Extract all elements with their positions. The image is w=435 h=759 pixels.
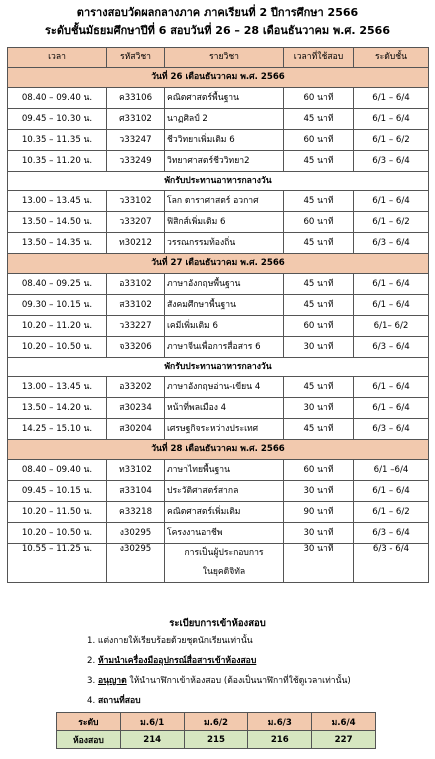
table-row — [8, 191, 429, 212]
cell-level: 6/1 – 6/4 — [354, 481, 429, 502]
cell-time: 10.35 – 11.20 น. — [8, 151, 107, 172]
cell-time: 10.20 – 10.50 น. — [8, 337, 107, 358]
cell-duration: 45 นาที — [284, 295, 354, 316]
table-row — [8, 481, 429, 502]
cell-code: ง30295 — [107, 544, 165, 583]
cell-code: ว33207 — [107, 212, 165, 233]
room-number: 227 — [312, 731, 376, 749]
cell-level: 6/1 – 6/4 — [354, 191, 429, 212]
cell-subject-line2: ในยุคดิจิทัล — [202, 567, 246, 577]
cell-time: 08.40 – 09.25 น. — [8, 274, 107, 295]
cell-code: ส33102 — [107, 295, 165, 316]
table-row — [8, 337, 429, 358]
cell-subject: วิทยาศาสตร์ชีววิทยา2 — [165, 151, 284, 172]
cell-time: 09.45 – 10.15 น. — [8, 481, 107, 502]
table-row — [8, 109, 429, 130]
cell-level: 6/1 – 6/4 — [354, 274, 429, 295]
cell-code: อ33202 — [107, 377, 165, 398]
cell-level: 6/3 – 6/4 — [354, 523, 429, 544]
header-code: รหัสวิชา — [107, 48, 165, 68]
cell-subject: เคมีเพิ่มเติม 6 — [165, 316, 284, 337]
cell-time: 14.25 – 15.10 น. — [8, 419, 107, 440]
day-row — [8, 440, 429, 460]
room-number: 216 — [248, 731, 312, 749]
cell-subject: คณิตศาสตร์พื้นฐาน — [165, 88, 284, 109]
room-class: ม.6/1 — [120, 713, 184, 731]
table-row — [8, 130, 429, 151]
cell-level: 6/1 – 6/4 — [354, 377, 429, 398]
cell-subject: โลก ดาราศาสตร์ อวกาศ — [165, 191, 284, 212]
room-level-label: ระดับ — [57, 713, 121, 731]
header-duration: เวลาที่ใช้สอบ — [284, 48, 354, 68]
cell-code: ว33227 — [107, 316, 165, 337]
cell-code: ว33247 — [107, 130, 165, 151]
table-row — [8, 398, 429, 419]
cell-subject: สังคมศึกษาพื้นฐาน — [165, 295, 284, 316]
cell-time: 10.20 – 11.20 น. — [8, 316, 107, 337]
table-row — [8, 316, 429, 337]
cell-code: ส30204 — [107, 419, 165, 440]
rule-item-3 — [87, 673, 351, 687]
cell-subject-line1: การเป็นผู้ประกอบการ — [184, 548, 264, 558]
cell-time: 13.00 – 13.45 น. — [8, 377, 107, 398]
table-row — [8, 377, 429, 398]
cell-duration: 60 นาที — [284, 88, 354, 109]
cell-code: ง30295 — [107, 523, 165, 544]
cell-code: จ33206 — [107, 337, 165, 358]
cell-duration: 30 นาที — [284, 523, 354, 544]
table-row — [8, 544, 429, 583]
exam-room-table — [56, 712, 376, 749]
cell-subject: วรรณกรรมท้องถิ่น — [165, 233, 284, 254]
cell-code: ค33106 — [107, 88, 165, 109]
schedule-subtitle: ระดับชั้นมัธยมศึกษาปีที่ 6 สอบวันที่ 26 – 28 เดือนธันวาคม พ.ศ. 2566 — [45, 24, 390, 37]
day-label: วันที่ 28 เดือนธันวาคม พ.ศ. 2566 — [8, 440, 429, 460]
rule-item-3-emphasis: อนุญาต — [97, 676, 127, 686]
cell-time: 08.40 – 09.40 น. — [8, 88, 107, 109]
table-row — [8, 523, 429, 544]
room-class: ม.6/4 — [312, 713, 376, 731]
table-row — [8, 233, 429, 254]
cell-duration: 45 นาที — [284, 151, 354, 172]
cell-subject: นาฏศิลป์ 2 — [165, 109, 284, 130]
cell-level: 6/3 – 6/4 — [354, 151, 429, 172]
room-table-header-row — [57, 713, 376, 731]
cell-level: 6/1 –6/4 — [354, 460, 429, 481]
rule-item-2 — [87, 653, 256, 667]
cell-code: ศ33102 — [107, 109, 165, 130]
cell-subject: คณิตศาสตร์เพิ่มเติม — [165, 502, 284, 523]
lunch-break-label: พักรับประทานอาหารกลางวัน — [8, 358, 429, 377]
rule-item-3-text: ให้นำนาฬิกาเข้าห้องสอบ (ต้องเป็นนาฬิกาที่ใช้ดูเวลาเท่านั้น) — [126, 676, 351, 686]
rule-item-3-number: 3. — [87, 676, 96, 686]
table-header-row — [8, 48, 429, 68]
table-row — [8, 295, 429, 316]
cell-subject: ประวัติศาสตร์สากล — [165, 481, 284, 502]
cell-duration: 45 นาที — [284, 233, 354, 254]
cell-subject: ภาษาจีนเพื่อการสื่อสาร 6 — [165, 337, 284, 358]
cell-level: 6/1 – 6/4 — [354, 88, 429, 109]
cell-level: 6/1 – 6/4 — [354, 109, 429, 130]
rule-item-2-text: ห้ามนำเครื่องมืออุปกรณ์สื่อสารเข้าห้องสอบ — [97, 656, 257, 666]
cell-code: ว33249 — [107, 151, 165, 172]
room-number: 215 — [184, 731, 248, 749]
cell-duration: 45 นาที — [284, 191, 354, 212]
cell-time: 13.50 – 14.35 น. — [8, 233, 107, 254]
cell-duration: 45 นาที — [284, 377, 354, 398]
room-number: 214 — [120, 731, 184, 749]
cell-level: 6/3 – 6/4 — [354, 337, 429, 358]
room-class: ม.6/2 — [184, 713, 248, 731]
header-time: เวลา — [8, 48, 107, 68]
cell-subject — [165, 544, 284, 583]
cell-subject: โครงงานอาชีพ — [165, 523, 284, 544]
cell-duration: 30 นาที — [284, 337, 354, 358]
cell-duration: 60 นาที — [284, 460, 354, 481]
header-level: ระดับชั้น — [354, 48, 429, 68]
cell-time: 10.55 – 11.25 น. — [8, 544, 107, 583]
cell-duration: 60 นาที — [284, 212, 354, 233]
cell-duration: 45 นาที — [284, 109, 354, 130]
cell-duration: 30 นาที — [284, 398, 354, 419]
cell-subject: ชีววิทยาเพิ่มเติม 6 — [165, 130, 284, 151]
rule-item-2-number: 2. — [87, 656, 96, 666]
cell-subject: ภาษาอังกฤษอ่าน-เขียน 4 — [165, 377, 284, 398]
cell-code: อ33102 — [107, 274, 165, 295]
cell-code: ท33102 — [107, 460, 165, 481]
cell-duration: 30 นาที — [284, 544, 354, 583]
header-subject: รายวิชา — [165, 48, 284, 68]
table-row — [8, 419, 429, 440]
cell-level: 6/3 - 6/4 — [354, 544, 429, 583]
cell-level: 6/3 – 6/4 — [354, 233, 429, 254]
rule-item-4-number: 4. — [87, 696, 96, 706]
cell-code: ส30234 — [107, 398, 165, 419]
rule-item-1: 1. แต่งกายให้เรียบร้อยด้วยชุดนักเรียนเท่านั้น — [87, 636, 253, 646]
schedule-title: ตารางสอบวัดผลกลางภาค ภาคเรียนที่ 2 ปีการศึกษา 2566 — [76, 6, 359, 19]
cell-time: 13.50 – 14.50 น. — [8, 212, 107, 233]
cell-level: 6/1 – 6/4 — [354, 398, 429, 419]
cell-subject: ภาษาอังกฤษพื้นฐาน — [165, 274, 284, 295]
cell-code: ค33218 — [107, 502, 165, 523]
cell-level: 6/1– 6/2 — [354, 316, 429, 337]
room-label: ห้องสอบ — [57, 731, 121, 749]
cell-code: ว33102 — [107, 191, 165, 212]
table-row — [8, 460, 429, 481]
rule-item-4-text: สถานที่สอบ — [97, 696, 141, 706]
table-row — [8, 212, 429, 233]
rule-item-4 — [87, 693, 141, 707]
cell-time: 09.30 – 10.15 น. — [8, 295, 107, 316]
cell-level: 6/1 – 6/2 — [354, 130, 429, 151]
cell-time: 09.45 – 10.30 น. — [8, 109, 107, 130]
day-row — [8, 68, 429, 88]
cell-duration: 45 นาที — [284, 274, 354, 295]
day-label: วันที่ 27 เดือนธันวาคม พ.ศ. 2566 — [8, 254, 429, 274]
cell-subject: หน้าที่พลเมือง 4 — [165, 398, 284, 419]
cell-subject: เศรษฐกิจระหว่างประเทศ — [165, 419, 284, 440]
cell-code: ส33104 — [107, 481, 165, 502]
day-label: วันที่ 26 เดือนธันวาคม พ.ศ. 2566 — [8, 68, 429, 88]
cell-time: 13.50 – 14.20 น. — [8, 398, 107, 419]
cell-duration: 30 นาที — [284, 481, 354, 502]
cell-time: 10.20 – 11.50 น. — [8, 502, 107, 523]
cell-subject: ฟิสิกส์เพิ่มเติม 6 — [165, 212, 284, 233]
cell-level: 6/1 – 6/2 — [354, 502, 429, 523]
cell-time: 10.35 – 11.35 น. — [8, 130, 107, 151]
table-row — [8, 274, 429, 295]
cell-code: ท30212 — [107, 233, 165, 254]
cell-time: 08.40 – 09.40 น. — [8, 460, 107, 481]
lunch-break-label: พักรับประทานอาหารกลางวัน — [8, 172, 429, 191]
cell-time: 13.00 – 13.45 น. — [8, 191, 107, 212]
lunch-break-row — [8, 172, 429, 191]
cell-duration: 90 นาที — [284, 502, 354, 523]
cell-duration: 60 นาที — [284, 316, 354, 337]
day-row — [8, 254, 429, 274]
cell-level: 6/3 – 6/4 — [354, 419, 429, 440]
cell-subject: ภาษาไทยพื้นฐาน — [165, 460, 284, 481]
room-table-value-row — [57, 731, 376, 749]
cell-level: 6/1 – 6/4 — [354, 295, 429, 316]
table-row — [8, 88, 429, 109]
rules-title: ระเบียบการเข้าห้องสอบ — [169, 618, 266, 629]
lunch-break-row — [8, 358, 429, 377]
table-row — [8, 502, 429, 523]
cell-duration: 60 นาที — [284, 130, 354, 151]
room-class: ม.6/3 — [248, 713, 312, 731]
cell-level: 6/1 – 6/2 — [354, 212, 429, 233]
exam-schedule-table — [7, 47, 429, 583]
table-row — [8, 151, 429, 172]
cell-duration: 45 นาที — [284, 419, 354, 440]
cell-time: 10.20 – 10.50 น. — [8, 523, 107, 544]
